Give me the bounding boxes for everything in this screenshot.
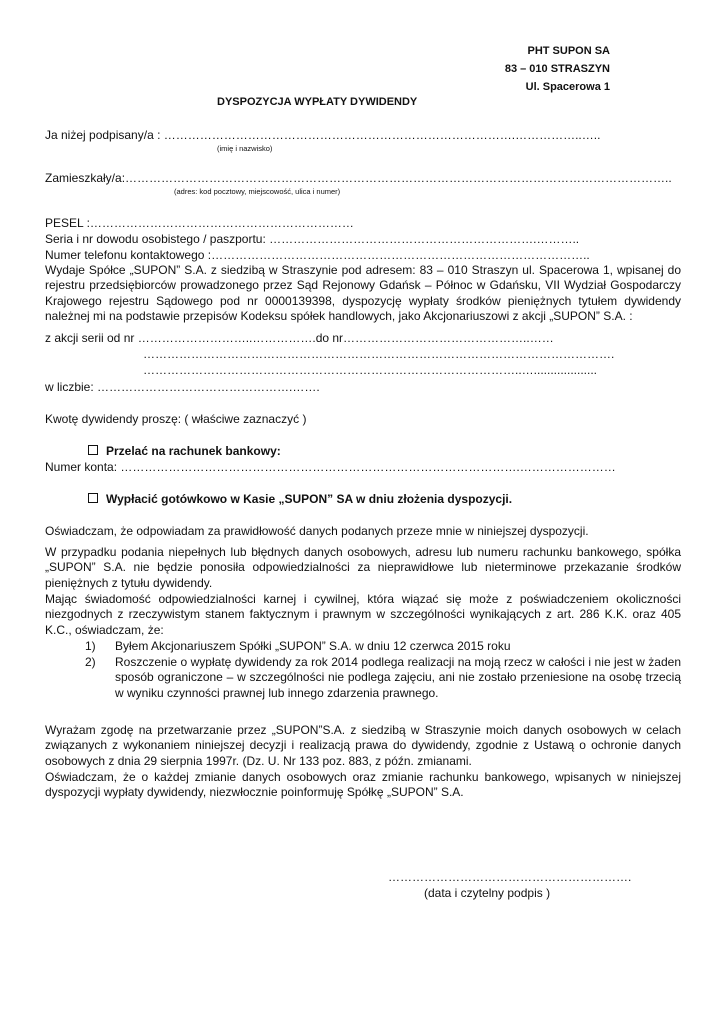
declaration-accuracy: Oświadczam, że odpowiadam za prawidłowość danych podanych przeze mnie w niniejszej dyspozycji.	[45, 524, 589, 538]
declaration-liability: W przypadku podania niepełnych lub błędnych danych osobowych, adresu lub numeru rachunku bankowego, spółka „SUPON” S.A. nie będzie ponosiła odpowiedzialności za nieprawidłowe lub nieterminowe przekazanie środków pieniężnych z tytułu dywidendy.	[45, 545, 681, 590]
list-item	[85, 655, 681, 700]
signatory-field: Ja niżej podpisany/a : …………………………………………………………………………….……………..…..	[45, 128, 601, 142]
address-hint: (adres: kod pocztowy, miejscowość, ulica i numer)	[174, 187, 341, 196]
address-field: Zamieszkały/a:………………………………………………………………………………………………………………………..	[45, 171, 672, 185]
list-item	[85, 639, 681, 654]
company-name: PHT SUPON SA	[527, 45, 610, 57]
list-item-text: Byłem Akcjonariuszem Spółki „SUPON” S.A. w dniu 12 czerwca 2015 roku	[115, 639, 511, 653]
signatory-hint: (imię i nazwisko)	[217, 144, 273, 153]
phone-field: Numer telefonu kontaktowego :…………………………………………………………………………………..	[45, 248, 590, 262]
share-series-field: z akcji serii od nr ………………………..…………….do nr………………………………………..……	[45, 331, 554, 345]
option-cash-label: Wypłacić gotówkowo w Kasie „SUPON” SA w dniu złożenia dyspozycji.	[106, 492, 513, 506]
document-title: DYSPOZYCJA WYPŁATY DYWIDENDY	[217, 96, 418, 108]
signature-line: …………………………………………………….	[388, 870, 632, 884]
share-series-continuation-2: …………………………………………………………………………………..…...................	[143, 363, 598, 377]
signature-label: (data i czytelny podpis )	[424, 886, 551, 900]
account-number-field: Numer konta: ……………………………………………………………………………………….……………………	[45, 460, 616, 474]
id-document-field: Seria i nr dowodu osobistego / paszportu: ………………………………………………………….………..	[45, 232, 580, 246]
cash-checkbox[interactable]	[88, 493, 98, 503]
declaration-criminal: Mając świadomość odpowiedzialności karnej i cywilnej, która wiązać się może z poświadczeniem okoliczności niezgodnych z rzeczywistym stanem faktycznym i prawnym w szczególności wynikających z art. 286 K.K. oraz 405 K.C., oświadczam, że:	[45, 592, 681, 637]
choice-prompt: Kwotę dywidendy proszę: ( właściwe zaznaczyć )	[45, 412, 307, 426]
declaration-data-consent: Wyrażam zgodę na przetwarzanie przez „SUPON”S.A. z siedzibą w Straszynie moich danych osobowych w celach związanych z wykonaniem niniejszej decyzji i realizacją prawa do dywidendy, zgodnie z Ustawą o ochronie danych osobowych z dnia 29 sierpnia 1997r. (Dz. U. Nr 133 poz. 883, z późn. zmianami.	[45, 723, 681, 768]
option-transfer-label: Przelać na rachunek bankowy:	[106, 444, 281, 458]
company-street: Ul. Spacerowa 1	[525, 81, 610, 93]
option-transfer[interactable]	[88, 444, 281, 458]
company-postal: 83 – 010 STRASZYN	[504, 63, 610, 75]
pesel-field: PESEL :…………………………………………………………	[45, 216, 354, 230]
list-item-text: Roszczenie o wypłatę dywidendy za rok 2014 podlega realizacji na moją rzecz w całości i nie jest w żaden sposób ograniczone – w szczególności nie podlega zajęciu, ani nie zostało przeniesione na osobę trzecią w wyniku czynności prawnej lub innego zdarzenia prawnego.	[115, 655, 681, 700]
list-item-number: 2)	[85, 655, 96, 669]
list-item-number: 1)	[85, 639, 96, 653]
declaration-change-notice: Oświadczam, że o każdej zmianie danych osobowych oraz zmianie rachunku bankowego, wpisanych w niniejszej dyspozycji wypłaty dywidendy, niezwłocznie poinformuję Spółkę „SUPON” S.A.	[45, 770, 681, 800]
issuance-paragraph: Wydaje Spółce „SUPON” S.A. z siedzibą w Straszynie pod adresem: 83 – 010 Straszyn ul. Spacerowa 1, wpisanej do rejestru przedsiębiorców prowadzonego przez Sąd Rejonowy Gdańsk – Północ w Gdańsku, VII Wydział Gospodarczy Krajowego rejestru Sądowego pod nr 0000139398, dyspozycję wypłaty środków pieniężnych tytułem dywidendy należnej mi na podstawie przepisów Kodeksu spółek handlowych, jako Akcjonariuszowi z akcji „SUPON” S.A. :	[45, 263, 681, 324]
option-cash[interactable]	[88, 492, 512, 506]
transfer-checkbox[interactable]	[88, 445, 98, 455]
share-count-field: w liczbie: ………………………………………….…….	[45, 380, 320, 394]
share-series-continuation-1: ……………………………………………………………………………………………………….	[143, 347, 615, 361]
